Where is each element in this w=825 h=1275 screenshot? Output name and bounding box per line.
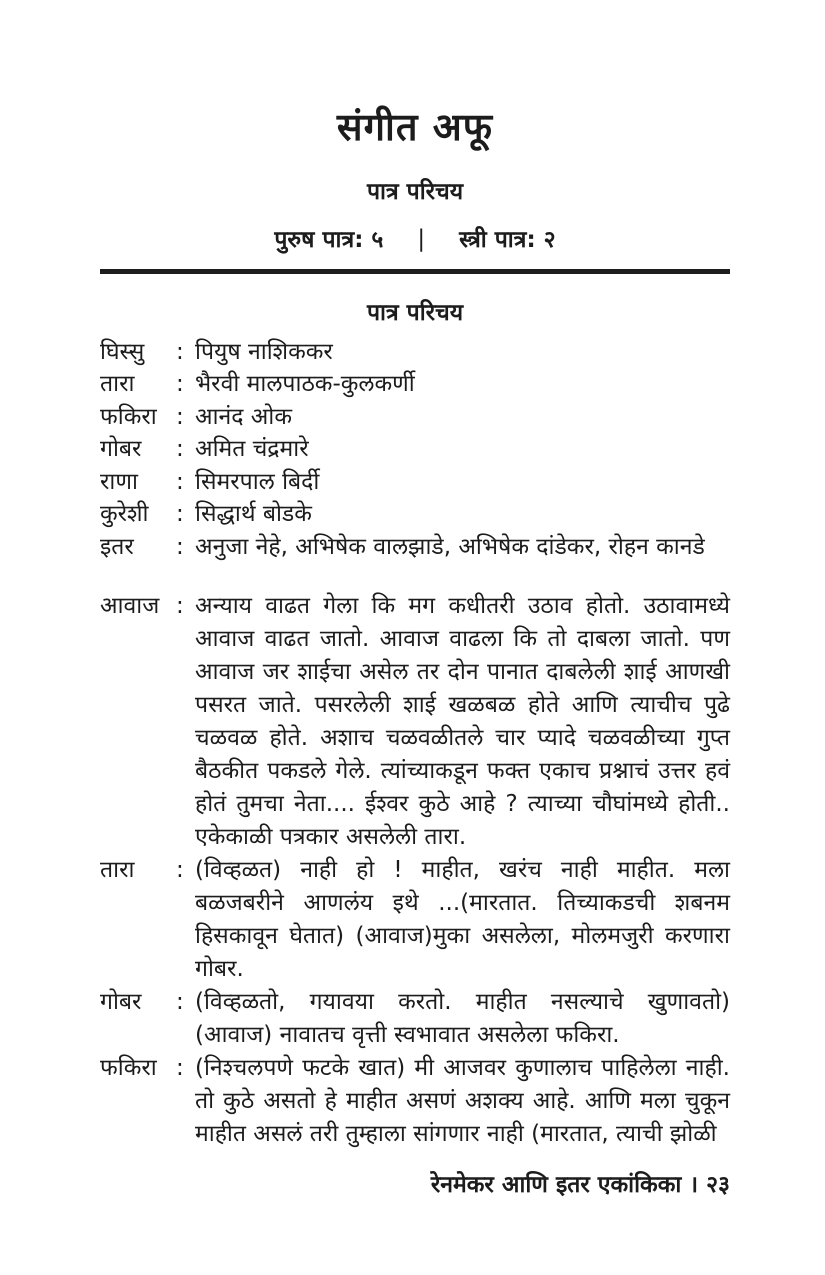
- colon-separator: :: [176, 989, 184, 1016]
- book-title-and-page-number: रेनमेकर आणि इतर एकांकिका । २३: [430, 1172, 730, 1198]
- colon-separator: :: [176, 371, 184, 398]
- colon-separator: :: [176, 468, 184, 495]
- cast-role: तारा: [100, 371, 135, 398]
- dialogue-text: (निश्चलपणे फटके खात) मी आजवर कुणालाच पाहिलेला नाही. तो कुठे असतो हे माहीत असणं अशक्य आहे. आणि मला चुकून माहीत असलं तरी तुम्हाला सांगणार नाही (मारतात, त्याची झोळी: [195, 1055, 730, 1148]
- cast-role: गोबर: [100, 436, 142, 463]
- cast-actor: सिमरपाल बिर्दी: [195, 468, 320, 495]
- cast-role: इतर: [100, 533, 134, 560]
- cast-row: [100, 336, 730, 369]
- colon-separator: :: [176, 593, 184, 620]
- page-footer: [431, 1167, 730, 1199]
- cast-role: घिस्सु: [100, 338, 145, 365]
- dialogue-list: [100, 590, 730, 1151]
- colon-separator: :: [176, 338, 184, 365]
- section-heading: पात्र परिचय: [366, 299, 464, 326]
- header-divider: [100, 269, 730, 274]
- cast-list: [100, 336, 730, 564]
- dialogue-speaker: गोबर: [100, 989, 142, 1016]
- colon-separator: :: [176, 533, 184, 560]
- cast-row: [100, 433, 730, 466]
- cast-role: राणा: [100, 468, 138, 495]
- doc-header: [100, 106, 730, 254]
- dialogue-speaker: फकिरा: [100, 1055, 157, 1082]
- cast-role: कुरेशी: [100, 501, 149, 528]
- cast-actor: अमित चंद्रमारे: [195, 436, 309, 463]
- dialogue-row: [100, 590, 730, 854]
- dialogue-row: [100, 1052, 730, 1151]
- cast-actor: अनुजा नेहे, अभिषेक वालझाडे, अभिषेक दांडेकर, रोहन कानडे: [195, 533, 705, 560]
- cast-row: [100, 466, 730, 499]
- dialogue-text: (विव्हळत) नाही हो ! माहीत, खरंच नाही माहीत. मला बळजबरीने आणलंय इथे ...(मारतात. तिच्याकडची शबनम हिसकावून घेतात) (आवाज)मुका असलेला, मोलमजुरी करणारा गोबर.: [195, 857, 730, 983]
- dialogue-row: [100, 854, 730, 986]
- dialogue-row: [100, 986, 730, 1052]
- cast-actor: भैरवी मालपाठक-कुलकर्णी: [195, 371, 415, 398]
- cast-role: फकिरा: [100, 403, 157, 430]
- colon-separator: :: [176, 501, 184, 528]
- female-cast-count: स्त्री पात्र: २: [459, 226, 556, 253]
- cast-row: [100, 401, 730, 434]
- cast-row: [100, 531, 730, 564]
- dialogue-speaker: तारा: [100, 857, 135, 884]
- colon-separator: :: [176, 436, 184, 463]
- dialogue-text: (विव्हळतो, गयावया करतो. माहीत नसल्याचे खुणावतो) (आवाज) नावातच वृत्ती स्वभावात असलेला फकिरा.: [195, 989, 730, 1049]
- dialogue-text: अन्याय वाढत गेला कि मग कधीतरी उठाव होतो. उठावामध्ये आवाज वाढत जातो. आवाज वाढला कि तो दाबला जातो. पण आवाज जर शाईचा असेल तर दोन पानात दाबलेली शाई आणखी पसरत जाते. पसरलेली शाई खळबळ होते आणि त्याचीच पुढे चळवळ होते. अशाच चळवळीतले चार प्यादे चळवळीच्या गुप्त बैठकीत पकडले गेले. त्यांच्याकडून फक्त एकाच प्रश्नाचं उत्तर हवं होतं तुमचा नेता.... ईश्वर कुठे आहे ? त्याच्या चौघांमध्ये होती.. एकेकाळी पत्रकार असलेली तारा.: [195, 593, 730, 851]
- cast-intro-heading: पात्र परिचय: [366, 178, 464, 205]
- cast-actor: आनंद ओक: [195, 403, 292, 430]
- cast-actor: सिद्धार्थ बोडके: [195, 501, 312, 528]
- colon-separator: :: [176, 1055, 184, 1082]
- cast-actor: पियुष नाशिककर: [195, 338, 333, 365]
- play-title: संगीत अफू: [336, 105, 494, 149]
- dialogue-speaker: आवाज: [100, 593, 160, 620]
- cast-row: [100, 498, 730, 531]
- cast-row: [100, 368, 730, 401]
- colon-separator: :: [176, 857, 184, 884]
- male-cast-count: पुरुष पात्र: ५: [274, 226, 384, 253]
- counts-separator: |: [417, 225, 426, 252]
- cast-counts: [100, 222, 730, 254]
- colon-separator: :: [176, 403, 184, 430]
